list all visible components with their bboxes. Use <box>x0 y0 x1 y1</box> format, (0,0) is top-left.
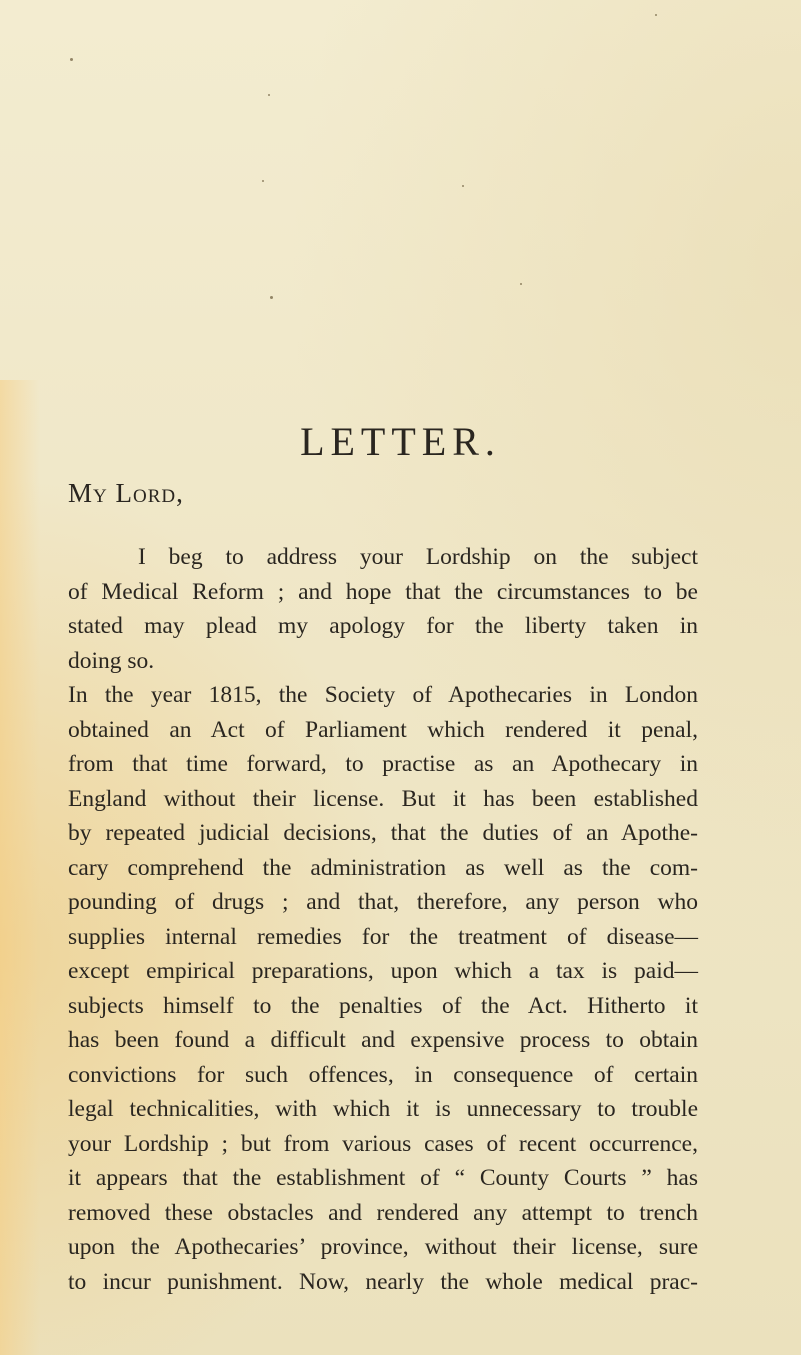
text-line: pounding of drugs ; and that, therefore, any person who <box>68 889 698 915</box>
paper-speck <box>520 283 522 285</box>
paper-speck <box>268 94 270 96</box>
text-line: removed these obstacles and rendered any attempt to trench <box>68 1199 698 1226</box>
letter-body <box>68 540 698 1299</box>
text-line: has been found a difficult and expensive process to obtain <box>68 1027 698 1053</box>
text-line: supplies internal remedies for the treatment of disease— <box>68 923 698 950</box>
text-line: In the year 1815, the Society of Apothecaries in London <box>68 682 698 708</box>
text-line: your Lordship ; but from various cases of recent occurrence, <box>68 1130 698 1157</box>
paper-speck <box>70 58 73 61</box>
page-edge-tint <box>0 380 40 1355</box>
paper-speck <box>462 185 464 187</box>
text-line: except empirical preparations, upon which a tax is paid— <box>68 958 698 984</box>
paper-speck <box>655 14 657 16</box>
text-line: by repeated judicial decisions, that the duties of an Apothe- <box>68 820 698 846</box>
text-line: legal technicalities, with which it is unnecessary to trouble <box>68 1096 698 1122</box>
paper-speck <box>270 296 273 299</box>
paper-speck <box>262 180 264 182</box>
text-line: it appears that the establishment of “ County Courts ” has <box>68 1165 698 1191</box>
text-line: convictions for such offences, in consequence of certain <box>68 1061 698 1088</box>
text-line: of Medical Reform ; and hope that the circumstances to be <box>68 578 698 605</box>
text-line: upon the Apothecaries’ province, without their license, sure <box>68 1234 698 1260</box>
page-title: LETTER. <box>300 419 501 464</box>
text-line: subjects himself to the penalties of the Act. Hitherto it <box>68 992 698 1019</box>
salutation: My Lord, <box>68 478 184 508</box>
text-line: from that time forward, to practise as an Apothecary in <box>68 751 698 777</box>
text-line: cary comprehend the administration as well as the com- <box>68 854 698 881</box>
text-line: obtained an Act of Parliament which rendered it penal, <box>68 716 698 743</box>
text-line: stated may plead my apology for the liberty taken in <box>68 613 698 639</box>
text-line: doing so. <box>68 647 155 674</box>
text-line: I beg to address your Lordship on the subject <box>138 544 698 570</box>
text-line: to incur punishment. Now, nearly the whole medical prac- <box>68 1268 698 1295</box>
text-line: England without their license. But it has been established <box>68 785 698 812</box>
